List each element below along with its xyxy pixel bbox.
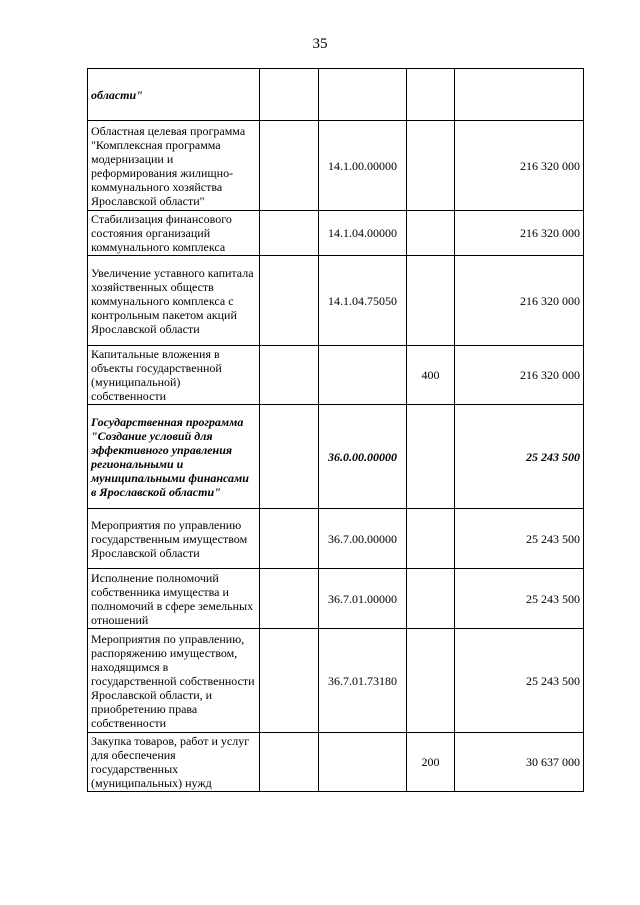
table-row xyxy=(88,733,584,792)
row-expense-type xyxy=(407,69,455,121)
table-row xyxy=(88,121,584,211)
row-code: 36.7.01.73180 xyxy=(319,629,407,733)
row-name: Мероприятия по управлению, распоряжению имуществом, находящимся в государственной собственности Ярославской области, и приобретению права собственности xyxy=(88,629,260,733)
budget-table xyxy=(87,68,584,792)
row-amount: 25 243 500 xyxy=(455,569,584,629)
row-expense-type: 200 xyxy=(407,733,455,792)
row-extra xyxy=(260,346,319,405)
row-code: 36.0.00.00000 xyxy=(319,405,407,509)
table-row xyxy=(88,569,584,629)
row-name: Капитальные вложения в объекты государственной (муниципальной) собственности xyxy=(88,346,260,405)
row-amount: 216 320 000 xyxy=(455,121,584,211)
row-amount: 25 243 500 xyxy=(455,509,584,569)
row-code xyxy=(319,346,407,405)
row-extra xyxy=(260,69,319,121)
row-amount: 25 243 500 xyxy=(455,629,584,733)
row-extra xyxy=(260,211,319,256)
row-code: 14.1.00.00000 xyxy=(319,121,407,211)
row-extra xyxy=(260,121,319,211)
row-amount: 216 320 000 xyxy=(455,211,584,256)
row-name: Увеличение уставного капитала хозяйственных обществ коммунального комплекса с контрольным пакетом акций Ярославской области xyxy=(88,256,260,346)
row-expense-type xyxy=(407,569,455,629)
row-name: Государственная программа "Создание условий для эффективного управления региональными и муниципальными финансами в Ярославской области" xyxy=(88,405,260,509)
table-row xyxy=(88,256,584,346)
row-extra xyxy=(260,405,319,509)
table-row xyxy=(88,629,584,733)
row-expense-type xyxy=(407,509,455,569)
row-expense-type xyxy=(407,405,455,509)
row-amount xyxy=(455,69,584,121)
table-row xyxy=(88,211,584,256)
budget-table-body xyxy=(88,69,584,792)
row-extra xyxy=(260,569,319,629)
row-expense-type: 400 xyxy=(407,346,455,405)
row-amount: 216 320 000 xyxy=(455,256,584,346)
row-code: 36.7.01.00000 xyxy=(319,569,407,629)
row-code xyxy=(319,69,407,121)
row-amount: 30 637 000 xyxy=(455,733,584,792)
row-amount: 25 243 500 xyxy=(455,405,584,509)
row-code: 14.1.04.75050 xyxy=(319,256,407,346)
table-row xyxy=(88,405,584,509)
row-extra xyxy=(260,629,319,733)
row-extra xyxy=(260,733,319,792)
table-row xyxy=(88,346,584,405)
row-expense-type xyxy=(407,256,455,346)
row-expense-type xyxy=(407,121,455,211)
row-code: 36.7.00.00000 xyxy=(319,509,407,569)
row-code xyxy=(319,733,407,792)
row-extra xyxy=(260,256,319,346)
row-name: области" xyxy=(88,69,260,121)
table-row xyxy=(88,509,584,569)
row-name: Мероприятия по управлению государственным имуществом Ярославской области xyxy=(88,509,260,569)
row-name: Исполнение полномочий собственника имущества и полномочий в сфере земельных отношений xyxy=(88,569,260,629)
row-name: Областная целевая программа "Комплексная программа модернизации и реформирования жилищно-коммунального хозяйства Ярославской области" xyxy=(88,121,260,211)
row-expense-type xyxy=(407,211,455,256)
row-name: Стабилизация финансового состояния организаций коммунального комплекса xyxy=(88,211,260,256)
row-extra xyxy=(260,509,319,569)
table-row xyxy=(88,69,584,121)
row-expense-type xyxy=(407,629,455,733)
page-number: 35 xyxy=(312,36,328,52)
row-code: 14.1.04.00000 xyxy=(319,211,407,256)
row-name: Закупка товаров, работ и услуг для обеспечения государственных (муниципальных) нужд xyxy=(88,733,260,792)
row-amount: 216 320 000 xyxy=(455,346,584,405)
